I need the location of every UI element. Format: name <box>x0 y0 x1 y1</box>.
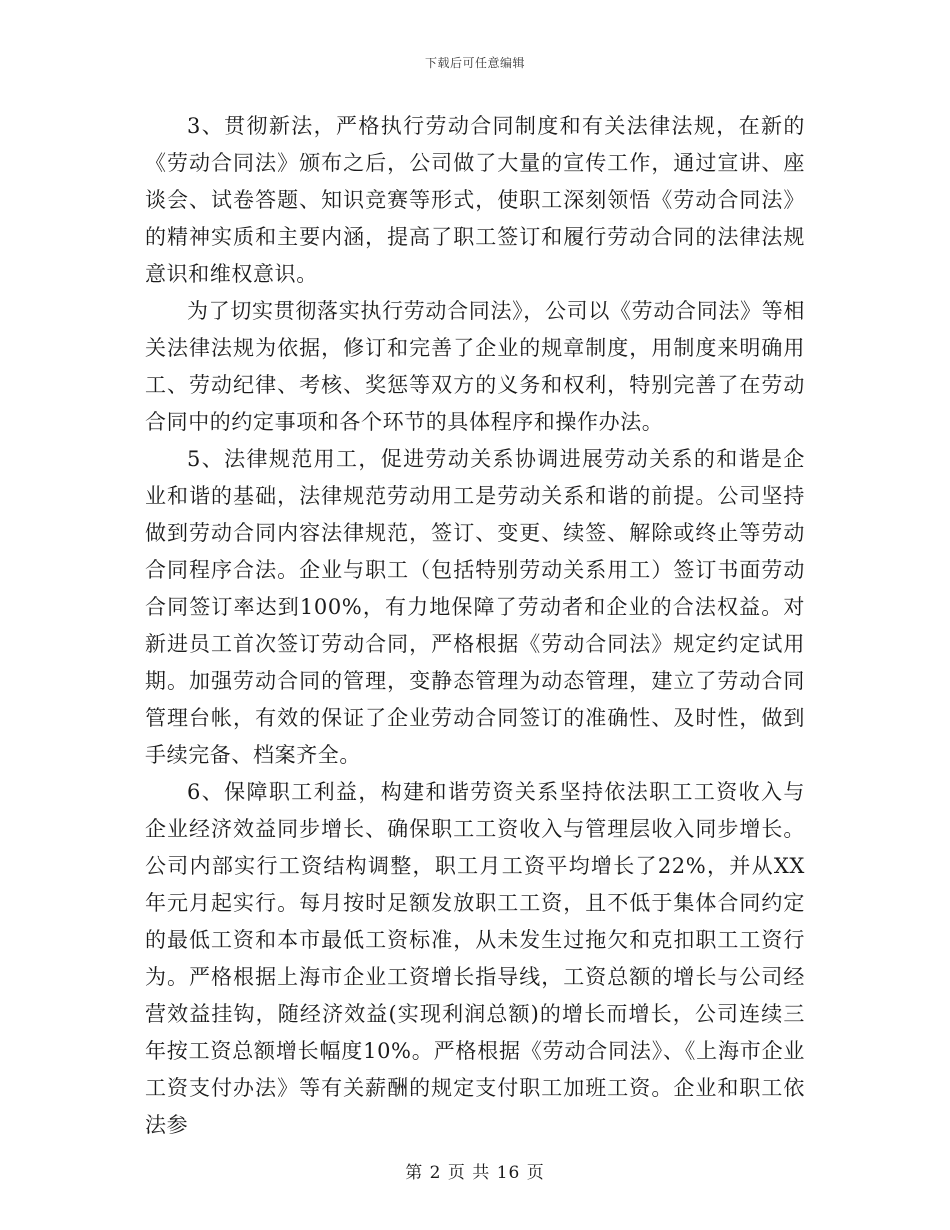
paragraph: 6、保障职工利益，构建和谐劳资关系坚持依法职工工资收入与企业经济效益同步增长、确保职工工资收入与管理层收入同步增长。公司内部实行工资结构调整，职工月工资平均增长了22%，并从XX年元月起实行。每月按时足额发放职工工资，且不低于集体合同约定的最低工资和本市最低工资标准，从未发生过拖欠和克扣职工工资行为。严格根据上海市企业工资增长指导线，工资总额的增长与公司经营效益挂钩，随经济效益(实现利润总额)的增长而增长，公司连续三年按工资总额增长幅度10%。严格根据《劳动合同法》、《上海市企业工资支付办法》等有关薪酬的规定支付职工加班工资。企业和职工依法参 <box>145 780 805 1137</box>
page-header: 下载后可任意编辑 <box>424 56 525 70</box>
page-footer: 第 2 页 共 16 页 <box>405 1163 545 1183</box>
paragraph: 3、贯彻新法，严格执行劳动合同制度和有关法律法规，在新的《劳动合同法》颁布之后，公司做了大量的宣传工作，通过宣讲、座谈会、试卷答题、知识竞赛等形式，使职工深刻领悟《劳动合同法》的精神实质和主要内涵，提高了职工签订和履行劳动合同的法律法规意识和维权意识。 <box>145 114 805 286</box>
document-body <box>145 108 805 1144</box>
paragraph: 5、法律规范用工，促进劳动关系协调进展劳动关系的和谐是企业和谐的基础，法律规范劳动用工是劳动关系和谐的前提。公司坚持做到劳动合同内容法律规范，签订、变更、续签、解除或终止等劳动合同程序合法。企业与职工（包括特别劳动关系用工）签订书面劳动合同签订率达到100%，有力地保障了劳动者和企业的合法权益。对新进员工首次签订劳动合同，严格根据《劳动合同法》规定约定试用期。加强劳动合同的管理，变静态管理为动态管理，建立了劳动合同管理台帐，有效的保证了企业劳动合同签订的准确性、及时性，做到手续完备、档案齐全。 <box>145 447 805 767</box>
paragraph: 为了切实贯彻落实执行劳动合同法》，公司以《劳动合同法》等相关法律法规为依据，修订和完善了企业的规章制度，用制度来明确用工、劳动纪律、考核、奖惩等双方的义务和权利，特别完善了在劳动合同中的约定事项和各个环节的具体程序和操作办法。 <box>145 299 805 434</box>
